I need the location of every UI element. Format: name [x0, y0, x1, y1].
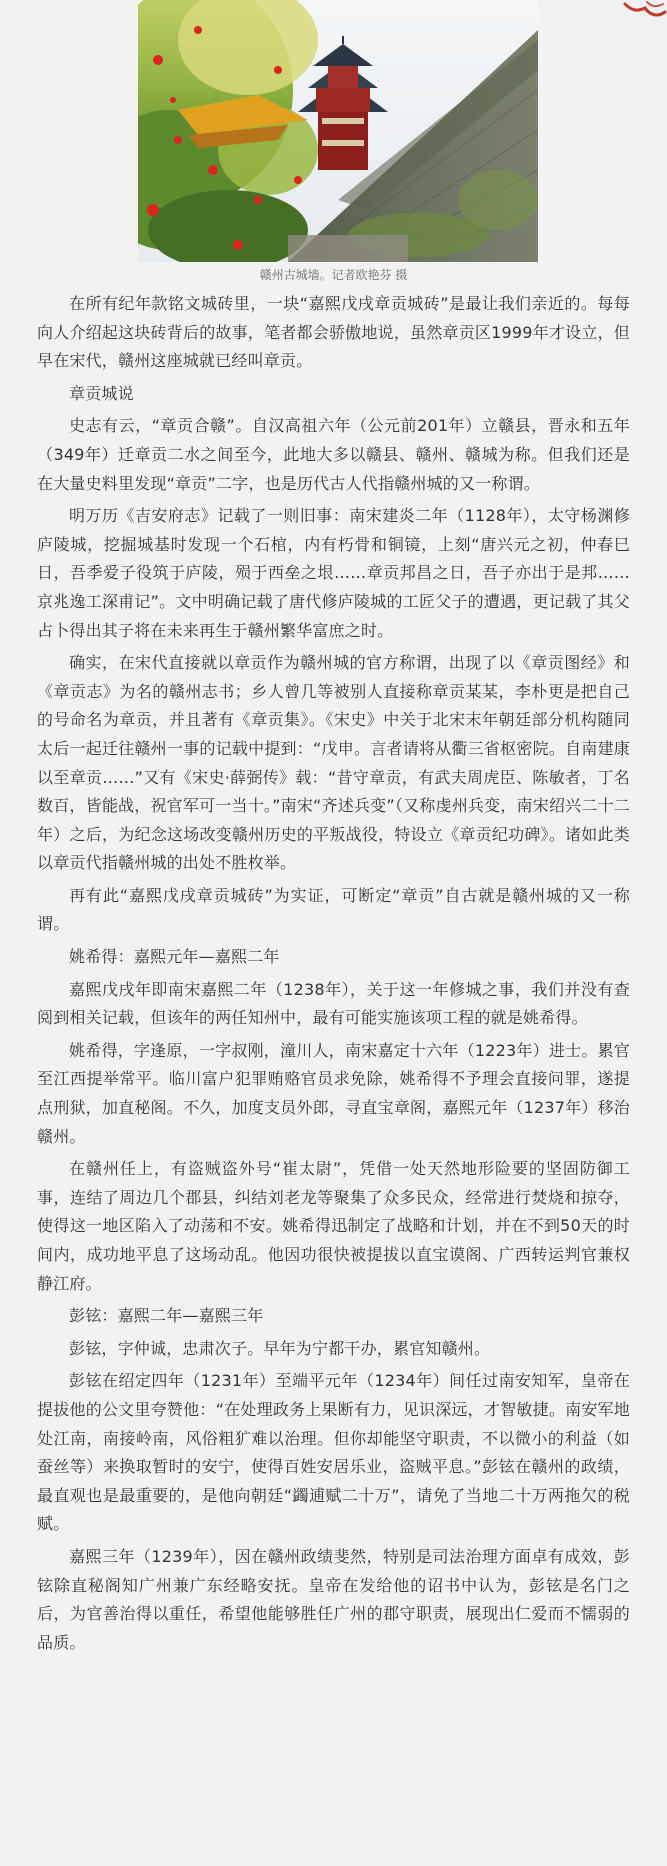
paragraph: 嘉熙三年（1239年），因在赣州政绩斐然，特别是司法治理方面卓有成效，彭铉除直秘阁知广州兼广东经略安抚。皇帝在发给他的诏书中认为，彭铉是名门之后，为官善治得以重任，希望他能够胜任广州的郡守职责，展现出仁爱而不懦弱的品质。: [37, 1546, 630, 1652]
paragraph: 确实，在宋代直接就以章贡作为赣州城的官方称谓，出现了以《章贡图经》和《章贡志》为名的赣州志书；乡人曾几等被别人直接称章贡某某，李朴更是把自己的号命名为章贡，并且著有《章贡集》。《宋史》中关于北宋末年朝廷部分机构随同太后一起迁往赣州一事的记载中提到：“戊申。言者请将从衢三省枢密院。自南建康以至章贡……”又有《宋史·薛弼传》载：“昔守章贡，有武夫周虎臣、陈敏者，丁名数百，皆能战，祝官军可一当十。”南宋“齐述兵变”（又称虔州兵变，南宋绍兴二十二年）之后，为纪念这场改变赣州历史的平叛战役，特设立《章贡纪功碑》。诸如此类以章贡代指赣州城的出处不胜枚举。: [37, 653, 630, 873]
paragraph: 史志有云，“章贡合赣”。自汉高祖六年（公元前201年）立赣县，晋永和五年（349年）迁章贡二水之间至今，此地大多以赣县、赣州、赣城为称。但我们还是在大量史料里发现“章贡”二字，也是历代古人代指赣州城的又一称谓。: [37, 416, 630, 493]
section-heading: 章贡城说: [69, 383, 134, 403]
paragraph: 彭铉在绍定四年（1231年）至端平元年（1234年）间任过南安知军，皇帝在提拔他的公文里夸赞他：“在处理政务上果断有力，见识深远，才智敏捷。南安军地处江南，南接岭南，风俗粗犷难以治理。但你却能坚守职责，不以微小的利益（如蚕丝等）来换取暂时的安宁，使得百姓安居乐业，盗贼平息。”彭铉在赣州的政绩，最直观也是最重要的，是他向朝廷“蠲逋赋二十万”，请免了当地二十万两拖欠的税赋。: [37, 1371, 630, 1534]
section-heading: 彭铉：嘉熙二年—嘉熙三年: [69, 1306, 264, 1326]
paragraph: 姚希得，字逢原，一字叔刚，潼川人，南宋嘉定十六年（1223年）进士。累官至江西提举常平。临川富户犯罪贿赂官员求免除，姚希得不予理会直接问罪，遂提点刑狱，加直秘阁。不久，加度支员外郎，寻直宝章阁，嘉熙元年（1237年）移治赣州。: [37, 1040, 630, 1146]
article-body: [37, 290, 630, 1661]
paragraph: 彭铉，字仲诚，忠肃次子。早年为宁都干办，累官知赣州。: [69, 1338, 491, 1358]
paragraph: 在赣州任上，有盗贼盗外号“崔太尉”，凭借一处天然地形险要的坚固防御工事，连结了周边几个郡县，纠结刘老龙等聚集了众多民众，经常进行焚烧和掠夺，使得这一地区陷入了动荡和不安。姚希得迅制定了战略和计划，并在不到50天的时间内，成功地平息了这场动乱。他因功很快被提拔以直宝谟阁、广西转运判官兼权静江府。: [37, 1159, 630, 1293]
city-wall-photo: [138, 0, 538, 262]
photo-caption: 赣州古城墙。记者欧艳芬 摄: [259, 268, 408, 282]
paragraph: 嘉熙戊戌年即南宋嘉熙二年（1238年），关于这一年修城之事，我们并没有查阅到相关记载，但该年的两任知州中，最有可能实施该项工程的就是姚希得。: [37, 979, 630, 1028]
paragraph: 再有此“嘉熙戊戌章贡城砖”为实证，可断定“章贡”自古就是赣州城的又一称谓。: [37, 885, 630, 934]
section-heading: 姚希得：嘉熙元年—嘉熙二年: [69, 947, 280, 967]
paragraph: 明万历《吉安府志》记载了一则旧事：南宋建炎二年（1128年），太守杨渊修庐陵城，挖掘城基时发现一个石棺，内有朽骨和铜镜，上刻“唐兴元之初，仲春巳日，吾季爱子役筑于庐陵，殒于西垒之垠……章贡邦昌之日，吾子亦出于是邦……京兆逸工深甫记”。文中明确记载了唐代修庐陵城的工匠父子的遭遇，更记载了其父占卜得出其子将在未来再生于赣州繁华富庶之时。: [37, 506, 630, 640]
paragraph: 在所有纪年款铭文城砖里，一块“嘉熙戊戌章贡城砖”是最让我们亲近的。每每向人介绍起这块砖背后的故事，笔者都会骄傲地说，虽然章贡区1999年才设立，但早在宋代，赣州这座城就已经叫章贡。: [37, 294, 630, 371]
corner-decoration-icon: [617, 0, 667, 26]
